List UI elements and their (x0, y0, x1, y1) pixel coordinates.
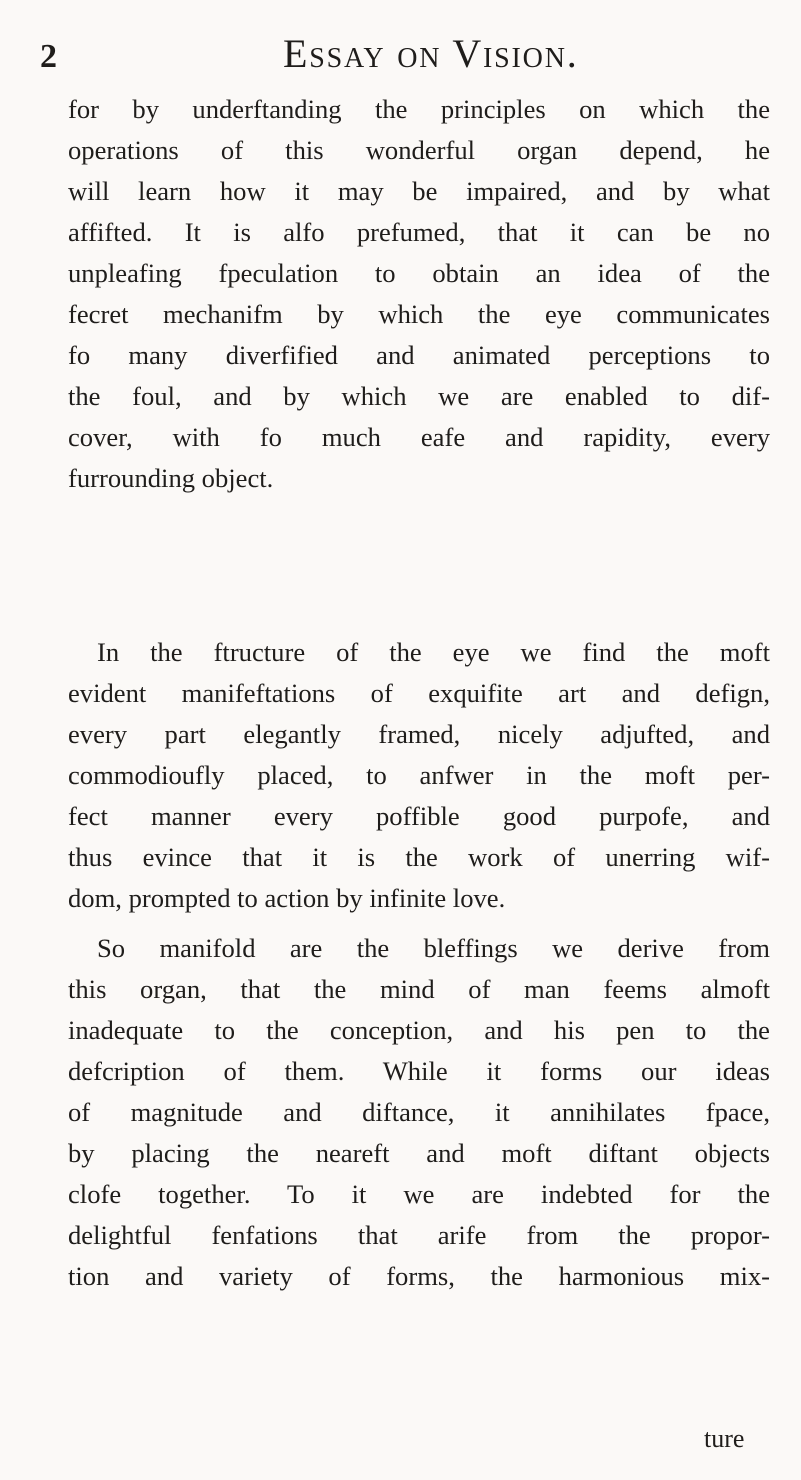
text-line: dom, prompted to action by infinite love. (68, 883, 506, 913)
text-line: fect manner every poffible good purpofe, and (68, 801, 770, 831)
text-line: every part elegantly framed, nicely adjufted, and (68, 719, 770, 749)
text-line: delightful fenfations that arife from the propor- (68, 1220, 770, 1250)
running-head (0, 30, 801, 80)
text-line: the foul, and by which we are enabled to dif- (68, 381, 770, 411)
page-number: 2 (40, 38, 57, 75)
text-line: unpleafing fpeculation to obtain an idea of the (68, 258, 770, 288)
text-line: evident manifeftations of exquifite art and defign, (68, 678, 770, 708)
paragraph-1 (68, 89, 770, 499)
text-line: cover, with fo much eafe and rapidity, every (68, 422, 770, 452)
text-line: defcription of them. While it forms our ideas (68, 1056, 770, 1086)
text-line: In the ftructure of the eye we find the moft (97, 637, 770, 667)
text-line: So manifold are the bleffings we derive from (97, 933, 770, 963)
paragraph-2 (68, 632, 770, 919)
paragraph-3 (68, 928, 770, 1297)
text-line: fecret mechanifm by which the eye communicates (68, 299, 770, 329)
text-line: tion and variety of forms, the harmonious mix- (68, 1261, 770, 1291)
text-line: affifted. It is alfo prefumed, that it can be no (68, 217, 770, 247)
text-line: furrounding object. (68, 463, 274, 493)
text-line: thus evince that it is the work of unerring wif- (68, 842, 770, 872)
text-line: will learn how it may be impaired, and by what (68, 176, 770, 206)
text-line: this organ, that the mind of man feems almoft (68, 974, 770, 1004)
text-line: for by underftanding the principles on which the (68, 94, 770, 124)
text-line: operations of this wonderful organ depend, he (68, 135, 770, 165)
text-line: clofe together. To it we are indebted for the (68, 1179, 770, 1209)
catchword: ture (704, 1424, 745, 1453)
text-line: fo many diverfified and animated perceptions to (68, 340, 770, 370)
text-line: by placing the neareft and moft diftant objects (68, 1138, 770, 1168)
text-line: inadequate to the conception, and his pen to the (68, 1015, 770, 1045)
header-title: Essay on Vision. (283, 31, 579, 76)
text-line: of magnitude and diftance, it annihilates fpace, (68, 1097, 770, 1127)
text-line: commodioufly placed, to anfwer in the moft per- (68, 760, 770, 790)
